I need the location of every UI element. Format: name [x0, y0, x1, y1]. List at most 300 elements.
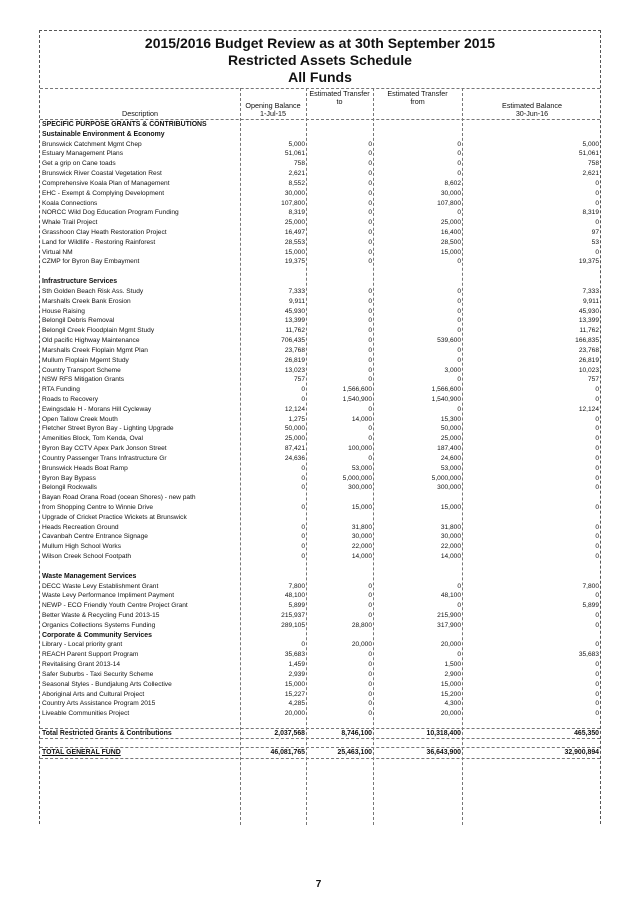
transfer-to-cell: 0: [368, 425, 372, 433]
table-row: [40, 503, 600, 512]
table-row: [40, 680, 600, 689]
row-description: Aboriginal Arts and Cultural Project: [42, 690, 145, 698]
row-description: Brunswick River Coastal Vegetation Rest: [42, 170, 162, 178]
row-description: Sustainable Environment & Economy: [42, 130, 165, 138]
transfer-to-cell: 0: [368, 592, 372, 600]
row-description: Old pacific Highway Maintenance: [42, 337, 140, 345]
table-row: [40, 297, 600, 306]
estimated-balance-cell: 7,800: [582, 582, 599, 590]
transfer-from-cell: 300,000: [437, 484, 461, 492]
opening-balance-cell: 35,683: [284, 651, 305, 659]
transfer-from-cell: 0: [457, 582, 461, 590]
row-description: Better Waste & Recycling Fund 2013-15: [42, 612, 160, 619]
transfer-to-cell: 31,800: [351, 523, 372, 531]
transfer-to-cell: 0: [368, 248, 372, 256]
row-description: Fletcher Street Byron Bay - Lighting Upgrade: [42, 425, 174, 433]
transfer-to-cell: 0: [368, 150, 372, 158]
transfer-to-cell: 300,000: [348, 484, 372, 492]
transfer-to-cell: 28,800: [351, 621, 372, 629]
opening-balance-cell: 0: [301, 464, 305, 472]
table-row: [40, 326, 600, 335]
transfer-to-cell: 0: [368, 238, 372, 246]
transfer-to-cell: 30,000: [351, 533, 372, 541]
table-row: [40, 483, 600, 492]
estimated-balance-cell: 5,899: [582, 602, 599, 610]
opening-balance-cell: 28,553: [284, 238, 305, 246]
estimated-balance-cell: 0: [595, 248, 599, 256]
table-row: [40, 552, 600, 561]
opening-balance-cell: 25,000: [284, 435, 305, 443]
estimated-balance-cell: 758: [587, 160, 599, 168]
transfer-from-cell: 0: [457, 140, 461, 148]
transfer-to-cell: 100,000: [348, 445, 372, 453]
opening-balance-cell: 4,285: [288, 700, 305, 708]
transfer-to-cell: 0: [368, 405, 372, 413]
col-header-transfer-to-2: to: [336, 97, 343, 106]
table-row: [40, 385, 600, 394]
row-description: NEWP - ECO Friendly Youth Centre Project Grant: [42, 602, 188, 610]
table-row: [40, 660, 600, 669]
opening-balance-cell: 0: [301, 484, 305, 492]
table-row: [40, 316, 600, 325]
transfer-from-cell: 215,900: [437, 612, 461, 619]
estimated-balance-cell: 2,621: [582, 170, 599, 178]
transfer-from-cell: 15,000: [440, 680, 461, 688]
opening-balance-cell: 5,000: [288, 140, 305, 148]
transfer-to-cell: 5,000,000: [342, 474, 372, 482]
estimated-balance-cell: 35,683: [578, 651, 599, 659]
opening-balance-cell: 13,023: [284, 366, 305, 374]
spacer-row: [40, 267, 600, 276]
row-description: SPECIFIC PURPOSE GRANTS & CONTRIBUTIONS: [42, 121, 207, 128]
transfer-from-cell: 1,566,600: [431, 386, 461, 394]
estimated-balance-cell: 97: [591, 229, 599, 237]
opening-balance-cell: 19,375: [284, 258, 305, 266]
transfer-to-cell: 0: [368, 670, 372, 678]
table-row: [40, 709, 600, 718]
estimated-balance-cell: 51,061: [578, 150, 599, 158]
estimated-balance-cell: 0: [595, 415, 599, 423]
row-description: Cavanbah Centre Entrance Signage: [42, 533, 148, 541]
transfer-from-cell: 14,000: [440, 553, 461, 561]
estimated-balance-cell: 0: [595, 661, 599, 669]
transfer-from-cell: 28,500: [440, 238, 461, 246]
transfer-from-cell: 25,000: [440, 435, 461, 443]
opening-balance-cell: 15,227: [284, 690, 305, 698]
estimated-balance-cell: 8,319: [582, 209, 599, 217]
table-row: [40, 542, 600, 551]
estimated-balance-cell: 0: [595, 533, 599, 541]
row-description: Waste Management Services: [42, 572, 137, 580]
transfer-from-cell: 2,900: [444, 670, 461, 678]
transfer-to-cell: 0: [368, 199, 372, 207]
transfer-from-cell: 20,000: [440, 710, 461, 718]
transfer-from-cell: 15,200: [440, 690, 461, 698]
transfer-to-cell: 0: [368, 337, 372, 345]
row-description: Brunswick Catchment Mgmt Chep: [42, 140, 142, 148]
row-description: Organics Collections Systems Funding: [42, 621, 156, 629]
transfer-to-cell: 0: [368, 140, 372, 148]
estimated-balance-cell: 7,333: [582, 287, 599, 295]
transfer-to-cell: 0: [368, 356, 372, 364]
row-description: Corporate & Community Services: [42, 631, 152, 639]
opening-balance-cell: 30,000: [284, 189, 305, 197]
table-row: [40, 257, 600, 266]
table-row: [40, 238, 600, 247]
transfer-to-cell: 1,566,600: [342, 386, 372, 394]
transfer-to-cell: 0: [368, 366, 372, 374]
col-header-transfer-from-2: from: [410, 97, 425, 106]
table-row: [40, 611, 600, 620]
transfer-from-cell: 0: [457, 346, 461, 354]
col-header-estimated-1: Estimated Balance: [502, 101, 562, 110]
table-row: [40, 474, 600, 483]
transfer-to-cell: 0: [368, 219, 372, 227]
estimated-balance-cell: 0: [595, 612, 599, 619]
row-description: EHC - Exempt & Complying Development: [42, 189, 165, 197]
transfer-from-cell: 20,000: [440, 641, 461, 649]
estimated-balance-cell: 0: [595, 395, 599, 403]
row-description: Safer Suburbs - Taxi Security Scheme: [42, 670, 154, 678]
transfer-from-cell: 1,540,900: [431, 395, 461, 403]
col-header-opening-2: 1-Jul-15: [260, 109, 286, 118]
transfer-from-cell: 317,900: [437, 621, 461, 629]
table-row: [40, 621, 600, 630]
row-description: Country Transport Scheme: [42, 366, 121, 374]
estimated-balance-cell: 0: [595, 680, 599, 688]
opening-balance-cell: 0: [301, 533, 305, 541]
transfer-to-cell: 0: [368, 327, 372, 335]
table-row: [40, 366, 600, 375]
opening-balance-cell: 0: [301, 543, 305, 551]
transfer-from-cell: 16,400: [440, 229, 461, 237]
estimated-balance-cell: 0: [595, 464, 599, 472]
estimated-balance-cell: 0: [595, 710, 599, 718]
transfer-to-cell: 15,000: [351, 503, 372, 511]
opening-balance-cell: 0: [301, 503, 305, 511]
transfer-to-cell: 0: [368, 602, 372, 610]
table-row: [40, 395, 600, 404]
table-row: [40, 199, 600, 208]
opening-balance-cell: 215,937: [281, 612, 305, 619]
transfer-to-cell: 0: [368, 454, 372, 462]
row-description: DECC Waste Levy Establishment Grant: [42, 582, 159, 590]
transfer-to-cell: 14,000: [351, 415, 372, 423]
table-row: [40, 532, 600, 541]
row-description: Estuary Management Plans: [42, 150, 123, 158]
transfer-to-cell: 0: [368, 297, 372, 305]
transfer-to-cell: 0: [368, 307, 372, 315]
table-row: [40, 640, 600, 649]
opening-balance-cell: 13,399: [284, 317, 305, 325]
row-description: Heads Recreation Ground: [42, 523, 119, 531]
transfer-from-cell: 30,000: [440, 533, 461, 541]
opening-balance-cell: 0: [301, 395, 305, 403]
table-row: [40, 208, 600, 217]
estimated-balance-cell: 53: [591, 238, 599, 246]
estimated-balance-cell: 0: [595, 641, 599, 649]
total-rule: [40, 758, 600, 759]
table-row: [40, 513, 600, 522]
table-row: [40, 454, 600, 463]
row-description: Country Passenger Trans Infrastructure Gr: [42, 454, 167, 462]
title-line-1: 2015/2016 Budget Review as at 30th September 2015: [144, 35, 496, 51]
table-row: [40, 228, 600, 237]
row-description: Whale Trail Project: [42, 219, 98, 227]
row-description: NSW RFS Mitigation Grants: [42, 376, 125, 384]
row-description: Comprehensive Koala Plan of Management: [42, 179, 170, 187]
opening-balance-cell: 2,037,568: [274, 729, 305, 737]
estimated-balance-cell: 0: [595, 484, 599, 492]
table-row: [40, 424, 600, 433]
opening-balance-cell: 8,552: [288, 179, 305, 187]
row-description: Brunswick Heads Boat Ramp: [42, 464, 128, 472]
sub-row: [40, 277, 600, 286]
row-description: Byron Bay Bypass: [42, 474, 96, 482]
estimated-balance-cell: 0: [595, 503, 599, 511]
estimated-balance-cell: 0: [595, 474, 599, 482]
estimated-balance-cell: 23,768: [578, 346, 599, 354]
transfer-from-cell: 0: [457, 307, 461, 315]
transfer-from-cell: 0: [457, 651, 461, 659]
opening-balance-cell: 7,800: [288, 582, 305, 590]
spacer-row: [40, 719, 600, 728]
transfer-from-cell: 24,600: [440, 454, 461, 462]
transfer-to-cell: 1,540,900: [342, 395, 372, 403]
estimated-balance-cell: 45,930: [578, 307, 599, 315]
row-description: CZMP for Byron Bay Embayment: [42, 258, 140, 266]
table-row: [40, 149, 600, 158]
table-row: [40, 140, 600, 149]
table-row: [40, 356, 600, 365]
transfer-to-cell: 0: [368, 661, 372, 669]
transfer-to-cell: 0: [368, 160, 372, 168]
transfer-to-cell: 25,463,100: [337, 749, 372, 757]
table-row: [40, 307, 600, 316]
estimated-balance-cell: 19,375: [578, 258, 599, 266]
estimated-balance-cell: 0: [595, 189, 599, 197]
transfer-to-cell: 0: [368, 287, 372, 295]
transfer-from-cell: 187,400: [437, 445, 461, 453]
row-description: Seasonal Styles - Bundjalung Arts Collective: [42, 680, 172, 688]
sub-row: [40, 631, 600, 640]
table-row: [40, 375, 600, 384]
transfer-from-cell: 539,600: [437, 337, 461, 345]
row-description: Belongil Debris Removal: [42, 317, 115, 325]
transfer-to-cell: 0: [368, 258, 372, 266]
table-row: [40, 601, 600, 610]
row-description: Koala Connections: [42, 199, 98, 207]
opening-balance-cell: 0: [301, 474, 305, 482]
col-header-opening-1: Opening Balance: [245, 101, 301, 110]
estimated-balance-cell: 0: [595, 523, 599, 531]
table-row: [40, 336, 600, 345]
estimated-balance-cell: 0: [595, 445, 599, 453]
row-description: Wilson Creek School Footpath: [42, 553, 132, 561]
estimated-balance-cell: 757: [587, 376, 599, 384]
transfer-from-cell: 15,300: [440, 415, 461, 423]
opening-balance-cell: 15,000: [284, 248, 305, 256]
opening-balance-cell: 757: [293, 376, 305, 384]
transfer-to-cell: 0: [368, 189, 372, 197]
col-header-estimated-2: 30-Jun-16: [515, 109, 549, 118]
transfer-to-cell: 0: [368, 612, 372, 619]
table-row: [40, 287, 600, 296]
transfer-from-cell: 36,643,900: [426, 749, 461, 757]
estimated-balance-cell: 10,023: [578, 366, 599, 374]
grand-row: [40, 748, 600, 757]
page-number: 7: [315, 879, 322, 890]
transfer-to-cell: 0: [368, 700, 372, 708]
estimated-balance-cell: 0: [595, 179, 599, 187]
opening-balance-cell: 0: [301, 641, 305, 649]
transfer-from-cell: 0: [457, 160, 461, 168]
transfer-to-cell: 8,746,100: [341, 729, 372, 737]
opening-balance-cell: 289,105: [281, 621, 305, 629]
estimated-balance-cell: 26,819: [578, 356, 599, 364]
row-description: Grasshoon Clay Heath Restoration Project: [42, 229, 167, 237]
row-description: Virtual NM: [42, 248, 73, 256]
spacer-row: [40, 739, 600, 748]
table-row: [40, 179, 600, 188]
row-description: Get a grip on Cane toads: [42, 160, 116, 168]
opening-balance-cell: 706,435: [281, 337, 305, 345]
table-row: [40, 650, 600, 659]
row-description: Liveable Communities Project: [42, 710, 130, 718]
transfer-from-cell: 0: [457, 209, 461, 217]
row-description: Marshalls Creek Floplain Mgmt Plan: [42, 346, 148, 354]
table-row: [40, 189, 600, 198]
col-header-transfer-from-1: Estimated Transfer: [387, 89, 448, 98]
table-row: [40, 405, 600, 414]
opening-balance-cell: 758: [293, 160, 305, 168]
sub-row: [40, 130, 600, 139]
row-description: Roads to Recovery: [42, 395, 99, 403]
transfer-from-cell: 0: [457, 297, 461, 305]
transfer-from-cell: 3,000: [444, 366, 461, 374]
transfer-from-cell: 0: [457, 602, 461, 610]
table-row: [40, 346, 600, 355]
opening-balance-cell: 51,061: [284, 150, 305, 158]
transfer-from-cell: 10,318,400: [426, 729, 461, 737]
transfer-from-cell: 107,800: [437, 199, 461, 207]
row-description: Open Tallow Creek Mouth: [42, 415, 118, 423]
estimated-balance-cell: 0: [595, 425, 599, 433]
table-row: [40, 444, 600, 453]
transfer-from-cell: 15,000: [440, 248, 461, 256]
transfer-to-cell: 0: [368, 690, 372, 698]
row-description: Sth Golden Beach Risk Ass. Study: [42, 287, 144, 295]
transfer-from-cell: 0: [457, 170, 461, 178]
table-row: [40, 670, 600, 679]
transfer-to-cell: 0: [368, 376, 372, 384]
table-row: [40, 591, 600, 600]
row-description: Country Arts Assistance Program 2015: [42, 700, 156, 708]
transfer-from-cell: 0: [457, 258, 461, 266]
col-header-transfer-to-1: Estimated Transfer: [309, 89, 370, 98]
opening-balance-cell: 0: [301, 386, 305, 394]
estimated-balance-cell: 0: [595, 543, 599, 551]
transfer-from-cell: 53,000: [440, 464, 461, 472]
row-description: TOTAL GENERAL FUND: [42, 749, 121, 757]
title-line-3: All Funds: [288, 69, 352, 85]
opening-balance-cell: 24,636: [284, 454, 305, 462]
transfer-from-cell: 22,000: [440, 543, 461, 551]
transfer-from-cell: 8,602: [444, 179, 461, 187]
estimated-balance-cell: 0: [595, 199, 599, 207]
transfer-from-cell: 30,000: [440, 189, 461, 197]
table-row: [40, 690, 600, 699]
estimated-balance-cell: 0: [595, 690, 599, 698]
opening-balance-cell: 11,762: [285, 327, 305, 335]
transfer-to-cell: 0: [368, 317, 372, 325]
transfer-from-cell: 0: [457, 287, 461, 295]
table-row: [40, 582, 600, 591]
transfer-to-cell: 0: [368, 179, 372, 187]
row-description: Mullum High School Works: [42, 543, 122, 551]
row-description: House Raising: [42, 307, 85, 315]
opening-balance-cell: 25,000: [284, 219, 305, 227]
row-description: Bayan Road Orana Road (ocean Shores) - new path: [42, 494, 196, 502]
estimated-balance-cell: 13,399: [578, 317, 599, 325]
row-description: Belongil Creek Floodplain Mgmt Study: [42, 327, 155, 335]
opening-balance-cell: 1,459: [288, 661, 305, 669]
table-row: [40, 699, 600, 708]
row-description: Total Restricted Grants & Contributions: [42, 729, 172, 737]
opening-balance-cell: 50,000: [284, 425, 305, 433]
transfer-from-cell: 0: [457, 405, 461, 413]
row-description: RTA Funding: [42, 386, 80, 394]
table-row: [40, 218, 600, 227]
table-row: [40, 415, 600, 424]
transfer-from-cell: 1,500: [444, 661, 461, 669]
row-description: Library - Local priority grant: [42, 641, 123, 649]
opening-balance-cell: 23,768: [284, 346, 305, 354]
estimated-balance-cell: 0: [595, 670, 599, 678]
table-row: [40, 434, 600, 443]
opening-balance-cell: 8,319: [288, 209, 305, 217]
opening-balance-cell: 12,124: [284, 405, 305, 413]
row-description: Belongil Rockwalls: [42, 484, 97, 492]
estimated-balance-cell: 0: [595, 592, 599, 600]
row-description: Land for Wildlife - Restoring Rainforest: [42, 238, 156, 246]
transfer-to-cell: 0: [368, 209, 372, 217]
transfer-from-cell: 15,000: [440, 503, 461, 511]
transfer-to-cell: 0: [368, 170, 372, 178]
section-row: [40, 120, 600, 129]
table-row: [40, 523, 600, 532]
table-row: [40, 248, 600, 257]
total-row: [40, 729, 600, 738]
opening-balance-cell: 16,497: [284, 229, 305, 237]
schedule-sheet: [39, 30, 601, 824]
estimated-balance-cell: 0: [595, 435, 599, 443]
transfer-to-cell: 0: [368, 435, 372, 443]
row-description: Infrastructure Services: [42, 278, 118, 286]
transfer-from-cell: 31,800: [440, 523, 461, 531]
transfer-from-cell: 4,300: [444, 700, 461, 708]
transfer-from-cell: 50,000: [440, 425, 461, 433]
opening-balance-cell: 26,819: [284, 356, 305, 364]
estimated-balance-cell: 0: [595, 700, 599, 708]
opening-balance-cell: 107,800: [281, 199, 305, 207]
table-row: [40, 464, 600, 473]
table-row: [40, 493, 600, 502]
row-description: Revitalising Grant 2013-14: [42, 661, 121, 669]
spacer-row: [40, 562, 600, 571]
sub-row: [40, 572, 600, 581]
estimated-balance-cell: 166,835: [575, 337, 599, 345]
